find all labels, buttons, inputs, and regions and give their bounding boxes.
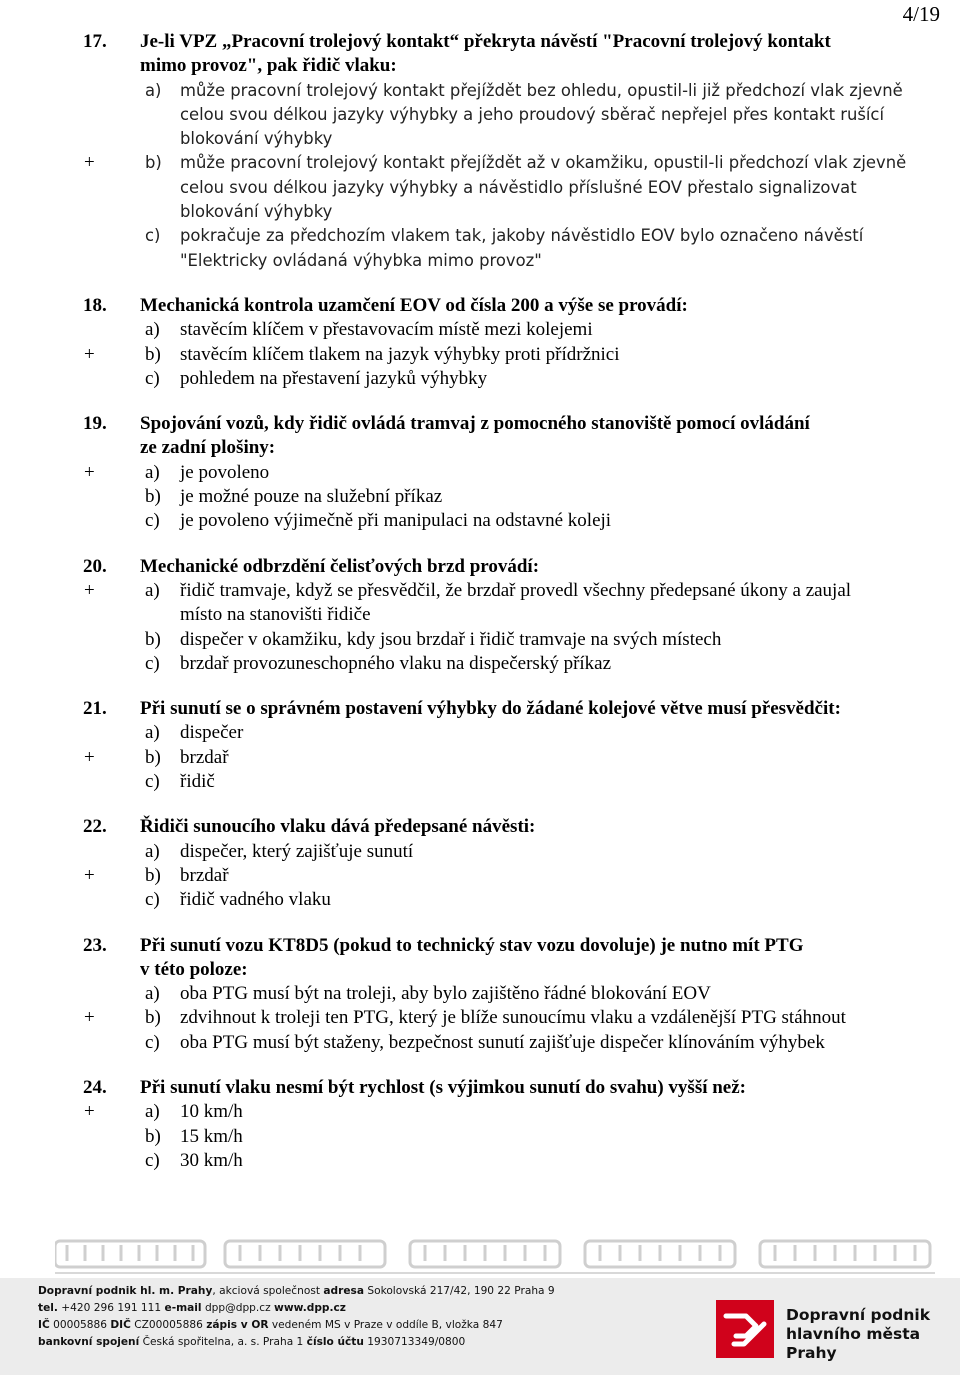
answer-text: může pracovní trolejový kontakt přejíždět bez ohledu, opustil-li již předchozí vlak zjevně celou svou délkou jazyky výhybky a jeho proudový sběrač nepřejel přes kontakt rušící blokování výhybky <box>180 80 903 149</box>
question-block <box>0 697 960 794</box>
answer-text: brzdař <box>180 746 229 768</box>
answer-option <box>0 1100 960 1124</box>
answer-option <box>0 485 960 509</box>
answer-label: b) <box>145 628 161 650</box>
answer-label: b) <box>145 153 162 173</box>
answer-label: b) <box>145 864 161 886</box>
question-number: 23. <box>83 934 107 956</box>
question-block <box>0 1076 960 1173</box>
tram-silhouette-icon <box>225 1241 385 1267</box>
answer-option <box>0 1006 960 1030</box>
answer-text: dispečer v okamžiku, kdy jsou brzdař i řidič tramvaje na svých místech <box>180 628 722 650</box>
answer-option <box>0 652 960 676</box>
answer-text: pokračuje za předchozím vlakem tak, jakoby návěstidlo EOV bylo označeno návěstí "Elektricky ovládaná výhybka mimo provoz" <box>180 226 864 270</box>
footer-line-company: Dopravní podnik hl. m. Prahy, akciová společnost adresa Sokolovská 217/42, 190 22 Praha 9 <box>38 1285 555 1297</box>
answer-option <box>0 461 960 485</box>
answer-label: b) <box>145 1125 161 1147</box>
answer-label: c) <box>145 889 160 911</box>
answer-label: c) <box>145 652 160 674</box>
logo-text: Dopravní podnik hlavního města Prahy <box>786 1306 931 1362</box>
tram-silhouettes-decoration <box>55 1233 935 1275</box>
answer-text: 30 km/h <box>180 1149 243 1171</box>
answer-label: a) <box>145 722 160 744</box>
answer-text: řidič vadného vlaku <box>180 889 331 911</box>
answer-text: brzdař provozuneschopného vlaku na dispečerský příkaz <box>180 652 612 674</box>
answer-option <box>0 746 960 770</box>
answer-text: 15 km/h <box>180 1125 243 1147</box>
answer-text: zdvihnout k troleji ten PTG, který je blíže sunoucímu vlaku a vzdálenější PTG stáhnout <box>180 1007 846 1029</box>
question-block <box>0 815 960 912</box>
question-text: Je-li VPZ „Pracovní trolejový kontakt“ překryta návěstí "Pracovní trolejový kontakt mimo provoz", pak řidič vlaku: <box>140 31 831 77</box>
tram-silhouette-icon <box>410 1241 560 1267</box>
answer-text: oba PTG musí být staženy, bezpečnost sunutí zajišťuje dispečer klínováním výhybek <box>180 1031 825 1053</box>
answer-option <box>0 864 960 888</box>
question-number: 24. <box>83 1076 107 1098</box>
answer-text: dispečer, který zajišťuje sunutí <box>180 840 414 862</box>
answer-text: je povoleno <box>180 461 270 483</box>
question-number: 17. <box>83 31 107 52</box>
answer-option <box>0 343 960 367</box>
question-block <box>0 934 960 1055</box>
footer-line-contact: tel. +420 296 191 111 e-mail dpp@dpp.cz www.dpp.cz <box>38 1302 346 1314</box>
company-address: Sokolovská 217/42, 190 22 Praha 9 <box>367 1285 555 1297</box>
correct-answer-marker: + <box>84 1007 95 1029</box>
answer-option <box>0 509 960 533</box>
tram-silhouette-icon <box>585 1241 735 1267</box>
answer-option <box>0 888 960 912</box>
question-heading <box>0 697 960 721</box>
question-number: 20. <box>83 555 107 577</box>
question-block <box>0 294 960 391</box>
answer-label: b) <box>145 746 161 768</box>
answer-text: brzdař <box>180 864 229 886</box>
question-number: 22. <box>83 816 107 838</box>
question-block <box>0 30 960 273</box>
tram-silhouette-icon <box>55 1241 205 1267</box>
question-heading <box>0 934 960 983</box>
answer-option <box>0 151 960 224</box>
correct-answer-marker: + <box>84 461 95 483</box>
answer-text: je možné pouze na služební příkaz <box>180 486 443 508</box>
question-number: 19. <box>83 413 107 435</box>
answer-label: a) <box>145 80 162 100</box>
answer-label: c) <box>145 226 161 246</box>
answer-option <box>0 367 960 391</box>
answer-option <box>0 1031 960 1055</box>
question-text: Při sunutí vlaku nesmí být rychlost (s výjimkou sunutí do svahu) vyšší než: <box>140 1076 746 1098</box>
question-text: Při sunutí se o správném postavení výhybky do žádané kolejové větve musí přesvědčit: <box>140 698 841 720</box>
answer-label: c) <box>145 771 160 793</box>
question-number: 21. <box>83 698 107 720</box>
tram-silhouette-icon <box>760 1241 930 1267</box>
question-block <box>0 412 960 533</box>
answer-text: je povoleno výjimečně při manipulaci na odstavné koleji <box>180 510 612 532</box>
answer-text: stavěcím klíčem tlakem na jazyk výhybky proti přídržnici <box>180 343 620 365</box>
answer-label: b) <box>145 1007 161 1029</box>
answer-text: dispečer <box>180 722 244 744</box>
question-text: Řidiči sunoucího vlaku dává předepsané návěsti: <box>140 816 536 838</box>
answer-label: a) <box>145 319 160 341</box>
answer-label: c) <box>145 510 160 532</box>
answer-label: a) <box>145 461 160 483</box>
question-block <box>0 555 960 676</box>
answer-text: stavěcím klíčem v přestavovacím místě mezi kolejemi <box>180 319 593 341</box>
page-number: 4/19 <box>902 2 940 26</box>
answer-option <box>0 1149 960 1173</box>
answer-label: b) <box>145 343 161 365</box>
question-text: Při sunutí vozu KT8D5 (pokud to technický stav vozu dovoluje) je nutno mít PTG v této poloze: <box>140 934 804 980</box>
correct-answer-marker: + <box>84 864 95 886</box>
answer-text: může pracovní trolejový kontakt přejíždět až v okamžiku, opustil-li předchozí vlak zjevně celou svou délkou jazyky výhybky a návěstidlo příslušné EOV přestalo signalizovat blokování výhybky <box>180 153 907 222</box>
answer-option <box>0 982 960 1006</box>
answer-label: c) <box>145 367 160 389</box>
footer-line-bank: bankovní spojení Česká spořitelna, a. s. Praha 1 číslo účtu 1930713349/0800 <box>38 1336 466 1348</box>
question-heading <box>0 1076 960 1100</box>
question-text: Mechanická kontrola uzamčení EOV od čísla 200 a výše se provádí: <box>140 294 688 316</box>
footer <box>0 1278 960 1375</box>
company-name: Dopravní podnik hl. m. Prahy <box>38 1285 213 1297</box>
question-heading <box>0 294 960 318</box>
answer-option <box>0 224 960 273</box>
answer-text: řidič <box>180 771 215 793</box>
question-text: Mechanické odbrzdění čelisťových brzd provádí: <box>140 555 540 577</box>
answer-text: řidič tramvaje, když se přesvědčil, že brzdař provedl všechny předepsané úkony a zaujal místo na stanovišti řidiče <box>180 579 852 626</box>
correct-answer-marker: + <box>84 152 95 174</box>
phone-number: +420 296 191 111 <box>61 1302 162 1314</box>
question-number: 18. <box>83 294 107 316</box>
question-text: Spojování vozů, kdy řidič ovládá tramvaj z pomocného stanoviště pomocí ovládání ze zadní plošiny: <box>140 413 810 459</box>
answer-text: pohledem na přestavení jazyků výhybky <box>180 367 488 389</box>
answer-label: a) <box>145 579 160 601</box>
answer-label: c) <box>145 1149 160 1171</box>
answer-option <box>0 579 960 628</box>
question-heading <box>0 815 960 839</box>
footer-line-registration: IČ 00005886 DIČ CZ00005886 zápis v OR vedeném MS v Praze v oddíle B, vložka 847 <box>38 1319 503 1331</box>
answer-option <box>0 721 960 745</box>
correct-answer-marker: + <box>84 579 95 601</box>
answer-option <box>0 840 960 864</box>
correct-answer-marker: + <box>84 746 95 768</box>
answer-label: a) <box>145 983 160 1005</box>
question-list <box>0 30 960 1194</box>
dpp-logo-icon <box>716 1300 774 1358</box>
answer-option <box>0 318 960 342</box>
answer-option <box>0 770 960 794</box>
answer-label: a) <box>145 840 160 862</box>
answer-option <box>0 79 960 152</box>
correct-answer-marker: + <box>84 1101 95 1123</box>
question-heading <box>0 555 960 579</box>
question-heading <box>0 412 960 461</box>
correct-answer-marker: + <box>84 343 95 365</box>
answer-option <box>0 1125 960 1149</box>
answer-text: 10 km/h <box>180 1101 243 1123</box>
answer-text: oba PTG musí být na troleji, aby bylo zajištěno řádné blokování EOV <box>180 983 711 1005</box>
email-link[interactable]: dpp@dpp.cz <box>204 1302 271 1314</box>
website-link[interactable]: www.dpp.cz <box>274 1302 346 1314</box>
answer-label: c) <box>145 1031 160 1053</box>
answer-label: b) <box>145 486 161 508</box>
answer-label: a) <box>145 1101 160 1123</box>
question-heading <box>0 30 960 79</box>
answer-option <box>0 628 960 652</box>
